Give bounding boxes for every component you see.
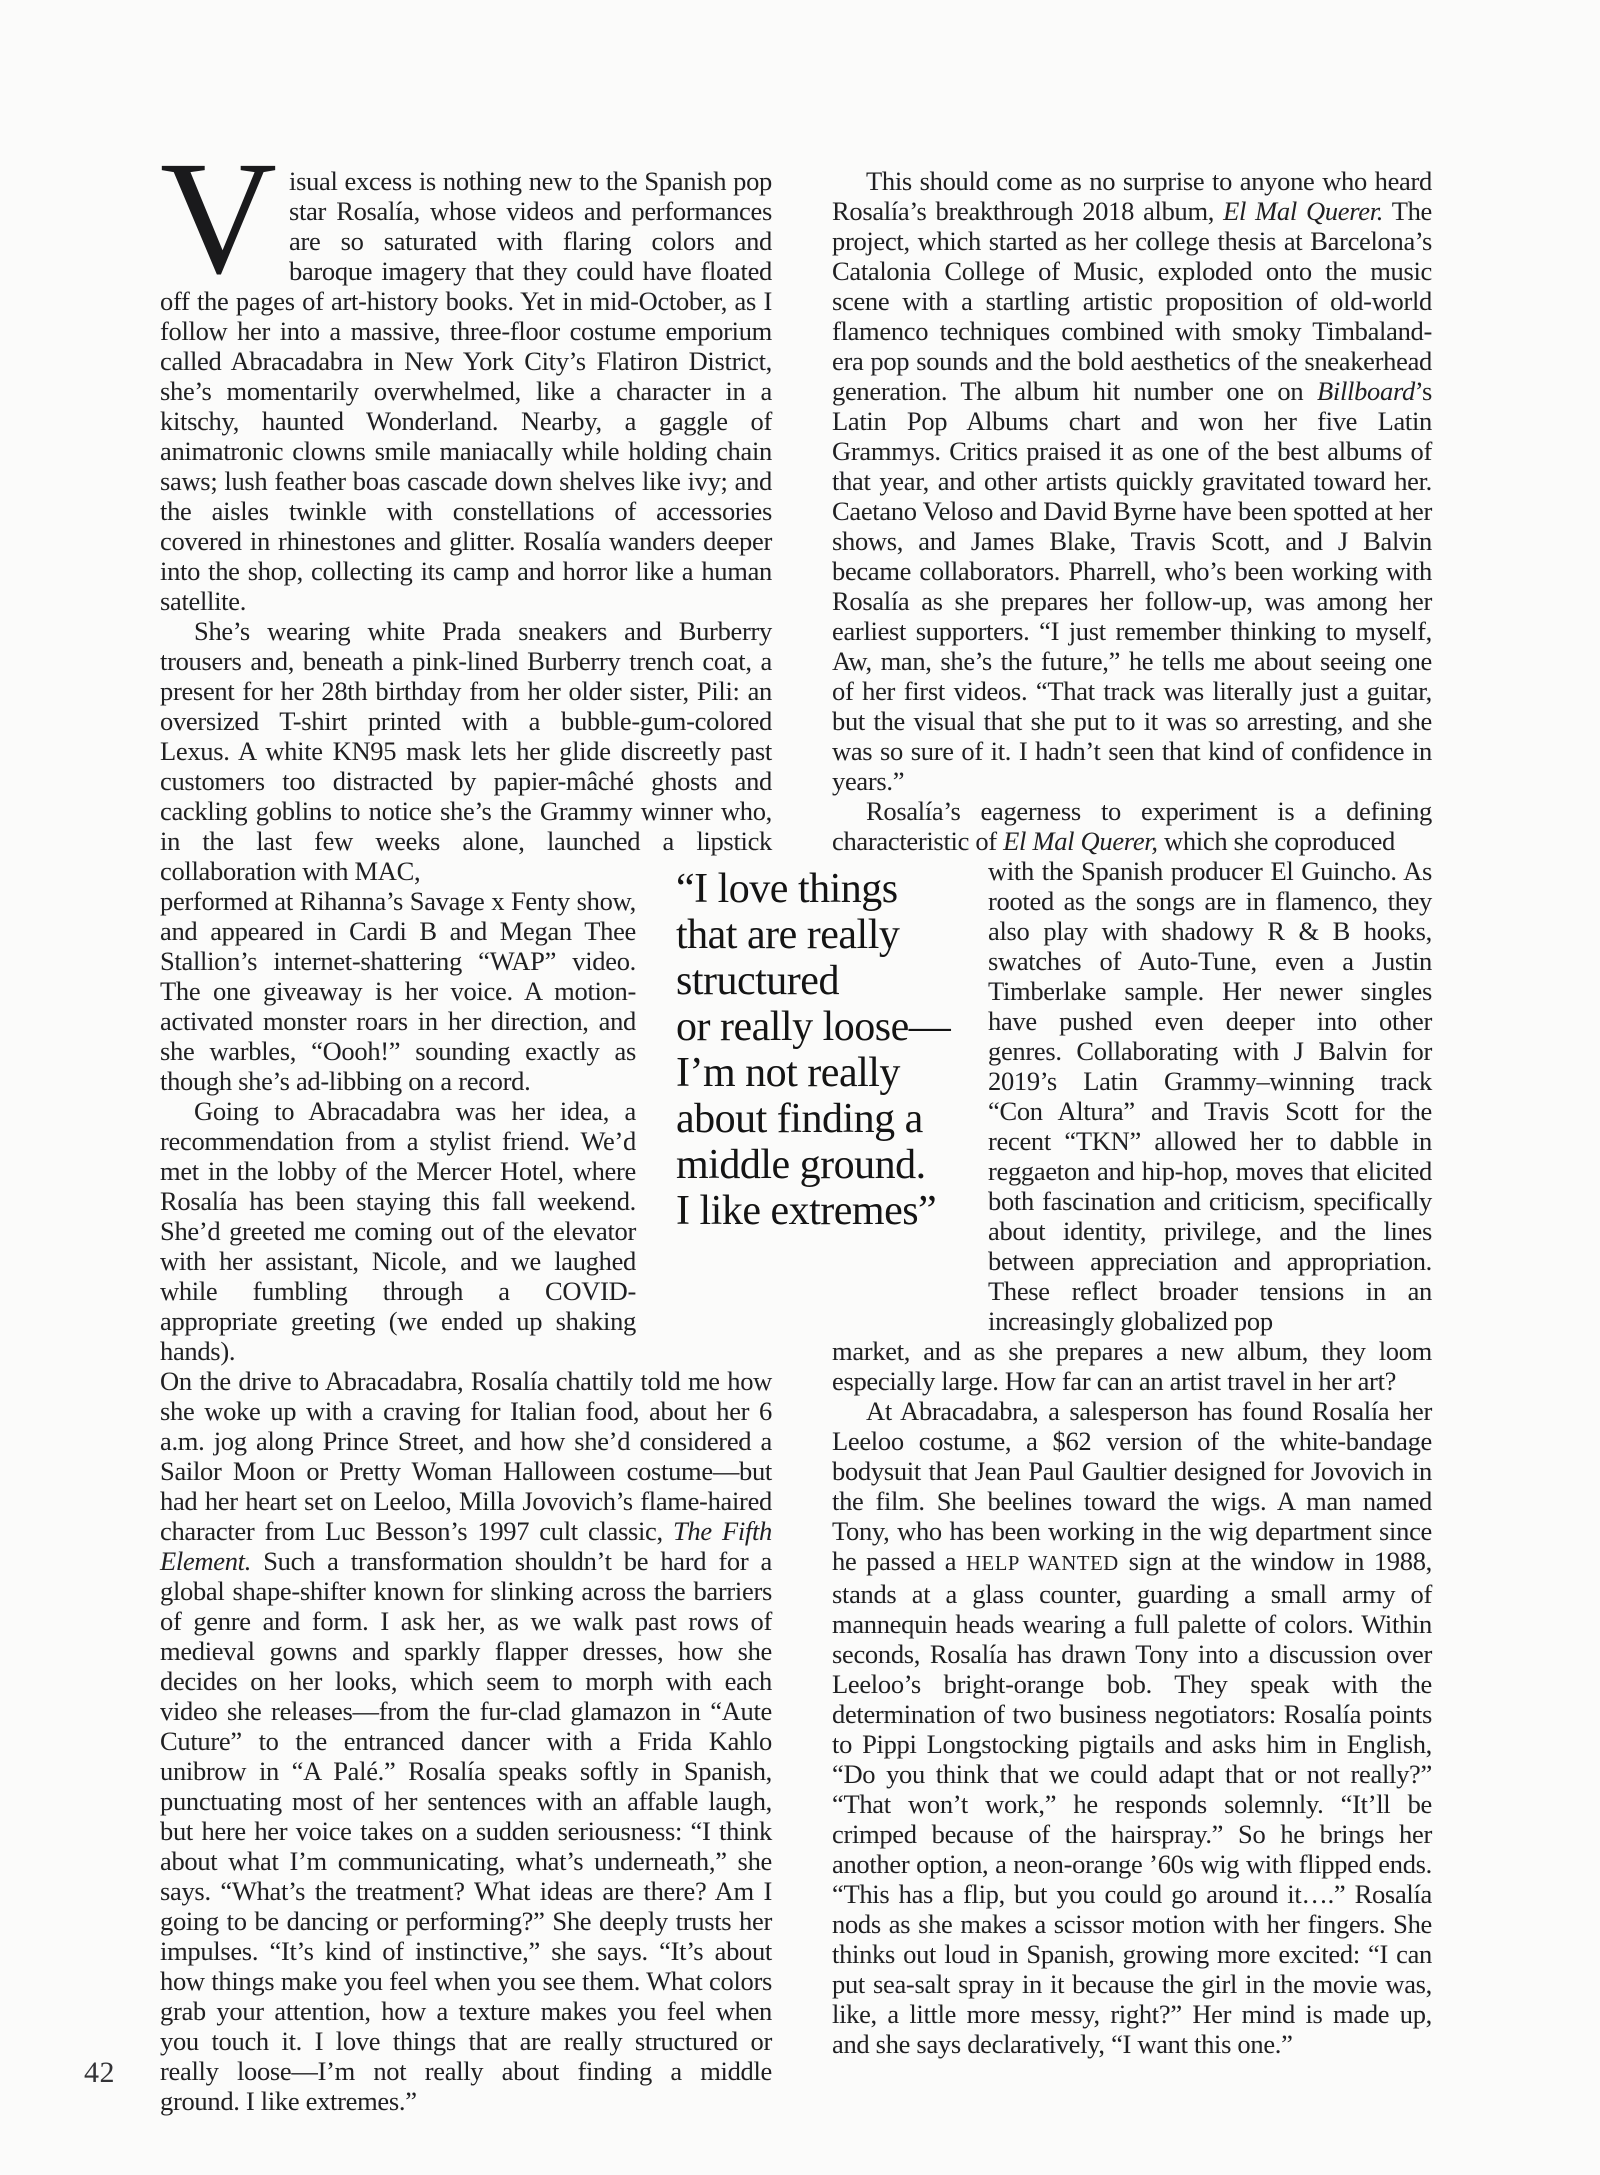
paragraph [988,856,1432,1336]
paragraph [160,886,636,1096]
text-run: performed at Rihanna’s Savage x Fenty show, and appeared in Cardi B and Megan Thee Stallion’s internet-shattering “WAP” video. The one giveaway is her voice. A motion-activated monster roars in her direction, and she warbles, “Oooh!” sounding exactly as though she’s ad-libbing on a record. [160,886,636,1096]
paragraph [160,1096,636,1366]
text-run: At Abracadabra, a salesperson has found Rosalía her Leeloo costume, a $62 version of the white-bandage bodysuit that Jean Paul Gaultier designed for Jovovich in the film. She beelines toward the wigs. A man named Tony, who has been working in the wig department since he passed a [832,1396,1432,1576]
paragraph [160,129,772,616]
text-run: Rosalía’s eagerness to experiment is a defining characteristic of [832,796,1432,856]
text-run: The project, which started as her college thesis at Barcelona’s Catalonia College of Music, exploded onto the music scene with a startling artistic proposition of old-world flamenco techniques combined with smoky Timbaland-era pop sounds and the bold aesthetics of the sneakerhead generation. The album hit number one on [832,196,1433,406]
pull-quote-line: middle ground. [676,1142,926,1188]
page-number: 42 [84,2056,115,2089]
text-run: Such a transformation shouldn’t be hard for a global shape-shifter known for slinking across the barriers of genre and form. I ask her, as we walk past rows of medieval gowns and sparkly flapper dresses, how she decides on her looks, which seem to morph with each video she releases—from the fur-clad glamazon in “Aute Cuture” to the entranced dancer with a Frida Kahlo unibrow in “A Palé.” Rosalía speaks softly in Spanish, punctuating most of her sentences with an affable laugh, but here her voice takes on a sudden seriousness: “I think about what I’m communicating, what’s underneath,” she says. “What’s the treatment? What ideas are there? Am I going to be dancing or performing?” She deeply trusts her impulses. “It’s kind of instinctive,” she says. “It’s about how things make you feel when you see them. What colors grab your attention, how a texture makes you feel when you touch it. I love things that are really structured or really loose—I’m not really about finding a middle ground. I like extremes.” [160,1546,772,2116]
text-run-italic: El Mal Querer. [1223,196,1384,226]
text-run: ’s Latin Pop Albums chart and won her five Latin Grammys. Critics praised it as one of the best albums of that year, and other artists quickly gravitated toward her. Caetano Veloso and David Byrne have been spotted at her shows, and James Blake, Travis Scott, and J Balvin became collaborators. Pharrell, who’s been working with Rosalía as she prepares her follow-up, was among her earliest supporters. “I just remember thinking to myself, Aw, man, she’s the future,” he tells me about seeing one of her first videos. “That track was literally just a guitar, but the visual that she put to it was so arresting, and she was so sure of it. I hadn’t seen that kind of confidence in years.” [832,376,1432,796]
text-run-italic: El Mal Querer, [1003,826,1158,856]
pull-quote-line: “I love things [676,866,898,912]
text-run-italic: Billboard [1317,376,1415,406]
text-run: sign at the window in 1988, stands at a glass counter, guarding a small army of mannequin heads wearing a full palette of colors. Within seconds, Rosalía has drawn Tony into a discussion over Leeloo’s bright-orange bob. They speak with the determination of two business negotiators: Rosalía points to Pippi Longstocking pigtails and asks him in English, “Do you think that we could adapt that or not really?” “That won’t work,” he responds solemnly. “It’ll be crimped because of the hairspray.” So he brings her another option, a neon-orange ’60s wig with flipped ends. “This has a flip, but you could go around it….” Rosalía nods as she makes a scissor motion with her fingers. She thinks out loud in Spanish, growing more excited: “I can put sea-salt spray in it because the girl in the movie was, like, a little more messy, right?” Her mind is made up, and she says declaratively, “I want this one.” [832,1546,1432,2059]
pull-quote-line: that are really [676,912,900,958]
pull-quote-line: I’m not really [676,1050,900,1096]
right-column-below-quote [832,1336,1432,2059]
text-run: which she coproduced [1157,826,1395,856]
pull-quote-line: or really loose— [676,1004,951,1050]
paragraph [160,616,772,886]
left-column-below-quote [160,1366,772,2116]
text-run-italic: The Fifth Element. [160,1516,772,1576]
right-column-beside-quote [988,856,1432,1336]
paragraph [160,1366,772,2116]
left-column-beside-quote [160,886,636,1366]
right-column-above-quote [832,166,1432,856]
pull-quote-line: structured [676,958,839,1004]
text-run: Going to Abracadabra was her idea, a recommendation from a stylist friend. We’d met in the lobby of the Mercer Hotel, where Rosalía has been staying this fall weekend. She’d greeted me coming out of the elevator with her assistant, Nicole, and we laughed while fumbling through a COVID-appropriate greeting (we ended up shaking hands). [160,1096,636,1366]
paragraph [832,796,1432,856]
text-run: market, and as she prepares a new album, they loom especially large. How far can an artist travel in her art? [832,1336,1432,1396]
pull-quote-line: about finding a [676,1096,923,1142]
text-run: with the Spanish producer El Guincho. As rooted as the songs are in flamenco, they also play with shadowy R & B hooks, swatches of Auto-Tune, even a Justin Timberlake sample. Her newer singles have pushed even deeper into other genres. Collaborating with J Balvin for 2019’s Latin Grammy–winning track “Con Altura” and Travis Scott for the recent “TKN” allowed her to dabble in reggaeton and hip-hop, moves that elicited both fascination and criticism, specifically about identity, privilege, and the lines between appreciation and appropriation. These reflect broader tensions in an increasingly globalized pop [988,856,1432,1336]
paragraph [832,1396,1432,2059]
pull-quote-line: I like extremes” [676,1188,937,1234]
paragraph [832,166,1432,796]
text-run: isual excess is nothing new to the Spanish pop star Rosalía, whose videos and performances are so saturated with flaring colors and baroque imagery that they could have floated off the pages of art-history books. Yet in mid-October, as I follow her into a massive, three-floor costume emporium called Abracadabra in New York City’s Flatiron District, she’s momentarily overwhelmed, like a character in a kitschy, haunted Wonderland. Nearby, a gaggle of animatronic clowns smile maniacally while holding chain saws; lush feather boas cascade down shelves like ivy; and the aisles twinkle with constellations of accessories covered in rhinestones and glitter. Rosalía wanders deeper into the shop, collecting its camp and horror like a human satellite. [160,166,772,616]
text-run-smallcaps: HELP WANTED [965,1553,1119,1575]
pull-quote [676,866,996,1234]
text-run: This should come as no surprise to anyone who heard Rosalía’s breakthrough 2018 album, [832,166,1432,226]
left-column-above-quote [160,129,772,886]
drop-cap-letter: V [160,129,277,308]
text-run: She’s wearing white Prada sneakers and Burberry trousers and, beneath a pink-lined Burberry trench coat, a present for her 28th birthday from her older sister, Pili: an oversized T-shirt printed with a bubble-gum-colored Lexus. A white KN95 mask lets her glide discreetly past customers too distracted by papier-mâché ghosts and cackling goblins to notice she’s the Grammy winner who, in the last few weeks alone, launched a lipstick collaboration with MAC, [160,616,772,886]
text-run: On the drive to Abracadabra, Rosalía chattily told me how she woke up with a craving for Italian food, about her 6 a.m. jog along Prince Street, and how she’d considered a Sailor Moon or Pretty Woman Halloween costume—but had her heart set on Leeloo, Milla Jovovich’s flame-haired character from Luc Besson’s 1997 cult classic, [160,1366,772,1546]
paragraph [832,1336,1432,1396]
